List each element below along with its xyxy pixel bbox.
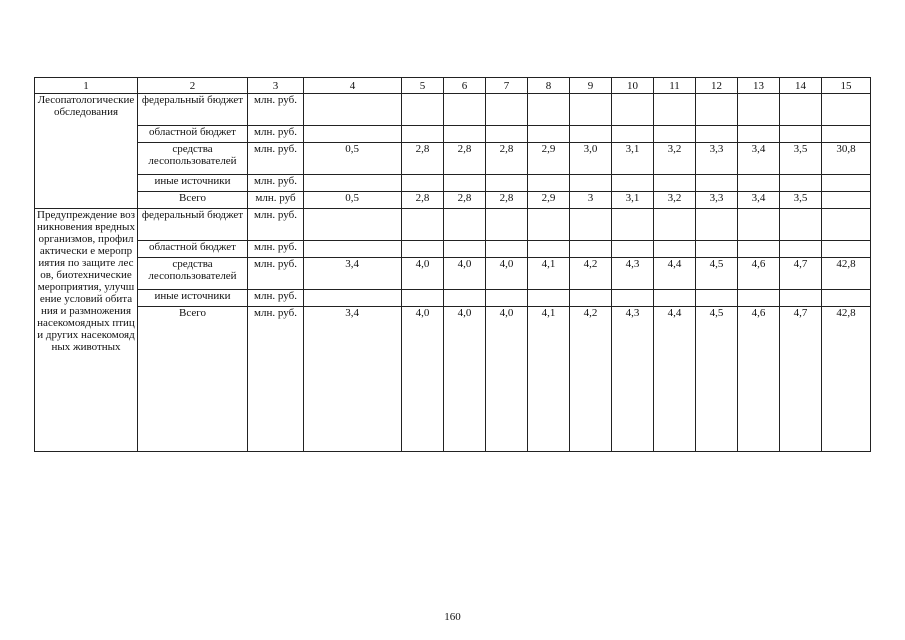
table-row	[35, 192, 871, 209]
value-cell: 2,9	[528, 192, 570, 209]
value-cell: 4,6	[738, 258, 780, 290]
value-cell: 4,5	[696, 307, 738, 452]
activity-cell: Предупреждение возникновения вредных организмов, профилактически е мероприятия по защите лесов, биотехнические мероприятия, улучшение условий обитания и размножения насекомоядных птиц и других насекомоядных животных	[35, 209, 138, 452]
unit-cell: млн. руб	[248, 192, 304, 209]
value-cell	[822, 192, 871, 209]
unit-cell: млн. руб.	[248, 175, 304, 192]
value-cell: 0,5	[304, 143, 402, 175]
value-cell: 3,1	[612, 143, 654, 175]
value-cell: 30,8	[822, 143, 871, 175]
value-cell: 3,0	[570, 143, 612, 175]
value-cell: 3,2	[654, 143, 696, 175]
value-cell: 2,8	[402, 192, 444, 209]
value-cell: 3,4	[738, 192, 780, 209]
value-cell: 42,8	[822, 258, 871, 290]
table-row	[35, 175, 871, 192]
value-cell: 3	[570, 192, 612, 209]
value-cell: 4,0	[402, 307, 444, 452]
table-row	[35, 258, 871, 290]
value-cell: 2,8	[486, 143, 528, 175]
value-cell: 2,9	[528, 143, 570, 175]
header-cell: 7	[486, 78, 528, 94]
value-cell: 4,7	[780, 258, 822, 290]
value-cell: 42,8	[822, 307, 871, 452]
value-cell: 4,3	[612, 307, 654, 452]
header-row	[35, 78, 871, 94]
budget-table	[34, 77, 871, 452]
value-cell: 2,8	[486, 192, 528, 209]
source-cell: иные источники	[138, 290, 248, 307]
header-cell: 5	[402, 78, 444, 94]
value-cell: 4,7	[780, 307, 822, 452]
source-cell: областной бюджет	[138, 126, 248, 143]
value-cell: 3,4	[738, 143, 780, 175]
value-cell: 4,6	[738, 307, 780, 452]
value-cell: 4,2	[570, 307, 612, 452]
value-cell: 4,0	[486, 307, 528, 452]
source-cell: областной бюджет	[138, 241, 248, 258]
source-cell: средства лесопользователей	[138, 258, 248, 290]
page-number: 160	[444, 611, 461, 623]
unit-cell: млн. руб.	[248, 94, 304, 126]
value-cell: 0,5	[304, 192, 402, 209]
value-cell: 4,4	[654, 307, 696, 452]
header-cell: 1	[35, 78, 138, 94]
value-cell: 3,5	[780, 192, 822, 209]
header-cell: 13	[738, 78, 780, 94]
table-row	[35, 290, 871, 307]
value-cell: 3,3	[696, 192, 738, 209]
value-cell: 4,1	[528, 258, 570, 290]
value-cell: 4,2	[570, 258, 612, 290]
value-cell: 3,5	[780, 143, 822, 175]
header-cell: 8	[528, 78, 570, 94]
unit-cell: млн. руб.	[248, 307, 304, 452]
header-cell: 15	[822, 78, 871, 94]
table-row	[35, 241, 871, 258]
header-cell: 6	[444, 78, 486, 94]
header-cell: 9	[570, 78, 612, 94]
value-cell: 4,5	[696, 258, 738, 290]
value-cell: 4,0	[444, 307, 486, 452]
unit-cell: млн. руб.	[248, 258, 304, 290]
source-cell: Всего	[138, 307, 248, 452]
header-cell: 14	[780, 78, 822, 94]
value-cell: 3,4	[304, 258, 402, 290]
value-cell: 2,8	[444, 143, 486, 175]
value-cell: 3,3	[696, 143, 738, 175]
value-cell: 2,8	[402, 143, 444, 175]
value-cell: 3,1	[612, 192, 654, 209]
header-cell: 4	[304, 78, 402, 94]
unit-cell: млн. руб.	[248, 241, 304, 258]
header-cell: 11	[654, 78, 696, 94]
table-row	[35, 143, 871, 175]
value-cell: 4,4	[654, 258, 696, 290]
table-row	[35, 209, 871, 241]
value-cell: 4,3	[612, 258, 654, 290]
source-cell: Всего	[138, 192, 248, 209]
value-cell: 4,0	[444, 258, 486, 290]
value-cell: 4,0	[402, 258, 444, 290]
unit-cell: млн. руб.	[248, 209, 304, 241]
unit-cell: млн. руб.	[248, 126, 304, 143]
activity-cell: Лесопатологические обследования	[35, 94, 138, 209]
header-cell: 12	[696, 78, 738, 94]
value-cell: 2,8	[444, 192, 486, 209]
unit-cell: млн. руб.	[248, 290, 304, 307]
source-cell: иные источники	[138, 175, 248, 192]
source-cell: средства лесопользователей	[138, 143, 248, 175]
source-cell: федеральный бюджет	[138, 94, 248, 126]
unit-cell: млн. руб.	[248, 143, 304, 175]
table-row	[35, 307, 871, 452]
value-cell: 3,4	[304, 307, 402, 452]
header-cell: 3	[248, 78, 304, 94]
table-row	[35, 94, 871, 126]
table-row	[35, 126, 871, 143]
header-cell: 10	[612, 78, 654, 94]
source-cell: федеральный бюджет	[138, 209, 248, 241]
value-cell: 4,0	[486, 258, 528, 290]
value-cell: 3,2	[654, 192, 696, 209]
value-cell: 4,1	[528, 307, 570, 452]
header-cell: 2	[138, 78, 248, 94]
